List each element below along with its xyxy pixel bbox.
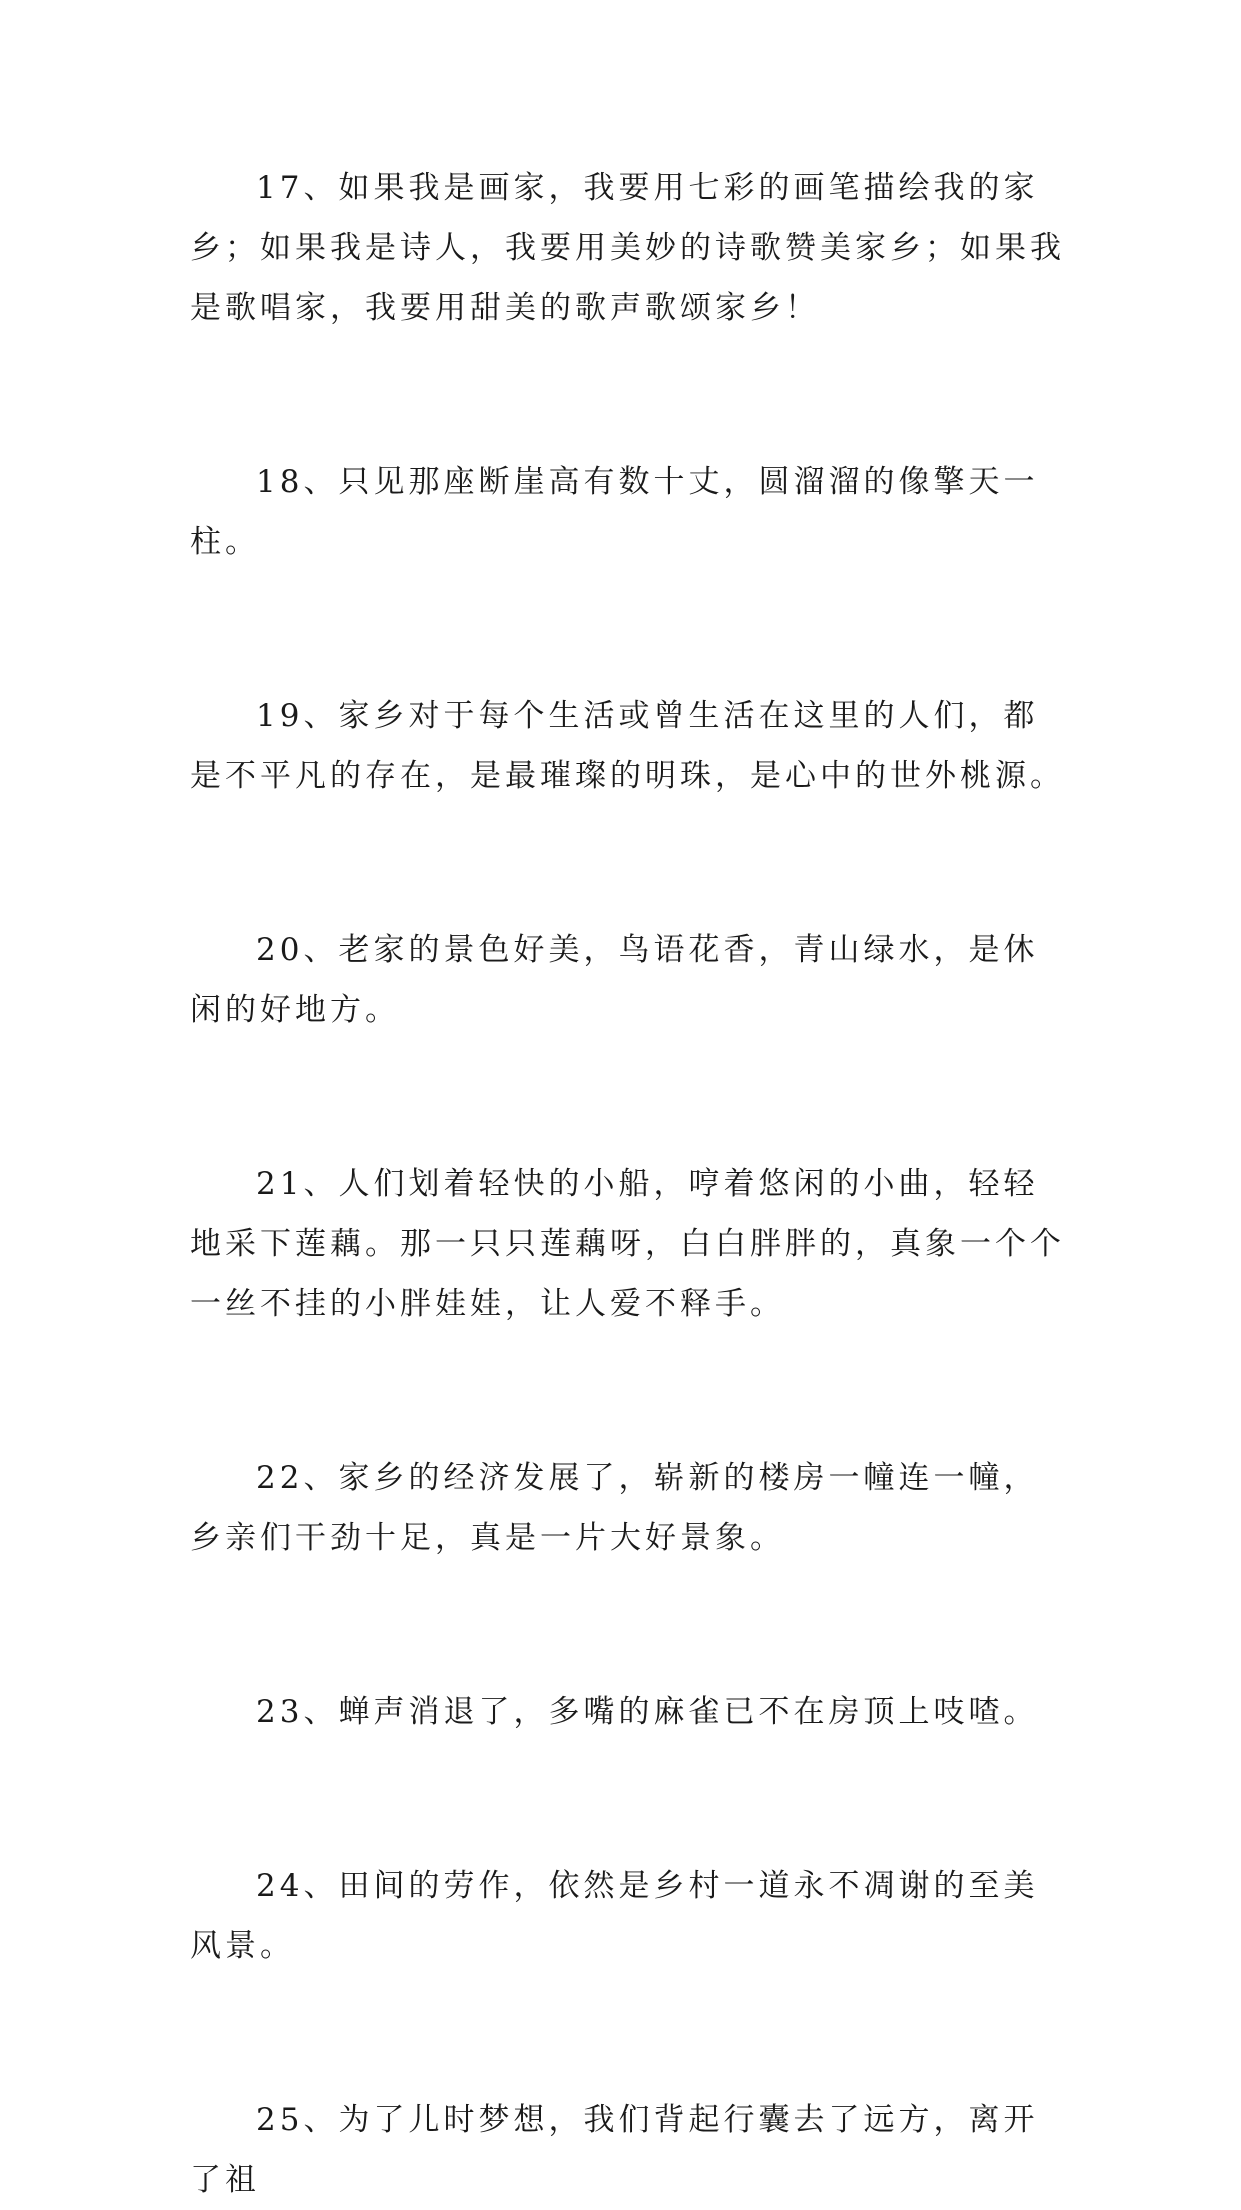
document-body: [190, 158, 1066, 2210]
paragraph-19: 19、家乡对于每个生活或曾生活在这里的人们，都是不平凡的存在，是最璀璨的明珠，是心中的世外桃源。: [190, 698, 1065, 794]
paragraph-24: 24、田间的劳作，依然是乡村一道永不凋谢的至美风景。: [190, 1868, 1039, 1964]
paragraph-25: 25、为了儿时梦想，我们背起行囊去了远方，离开了祖: [190, 2102, 1039, 2198]
paragraph-20: 20、老家的景色好美，鸟语花香，青山绿水，是休闲的好地方。: [190, 932, 1039, 1028]
paragraph-17: 17、如果我是画家，我要用七彩的画笔描绘我的家乡；如果我是诗人，我要用美妙的诗歌赞美家乡；如果我是歌唱家，我要用甜美的歌声歌颂家乡！: [190, 170, 1065, 326]
paragraph-23: 23、蝉声消退了，多嘴的麻雀已不在房顶上吱喳。: [256, 1694, 1039, 1730]
paragraph-21: 21、人们划着轻快的小船，哼着悠闲的小曲，轻轻地采下莲藕。那一只只莲藕呀，白白胖胖的，真象一个个一丝不挂的小胖娃娃，让人爱不释手。: [190, 1166, 1065, 1322]
paragraph-22: 22、家乡的经济发展了，崭新的楼房一幢连一幢，乡亲们干劲十足，真是一片大好景象。: [190, 1460, 1039, 1556]
paragraph-18: 18、只见那座断崖高有数十丈，圆溜溜的像擎天一柱。: [190, 464, 1039, 560]
